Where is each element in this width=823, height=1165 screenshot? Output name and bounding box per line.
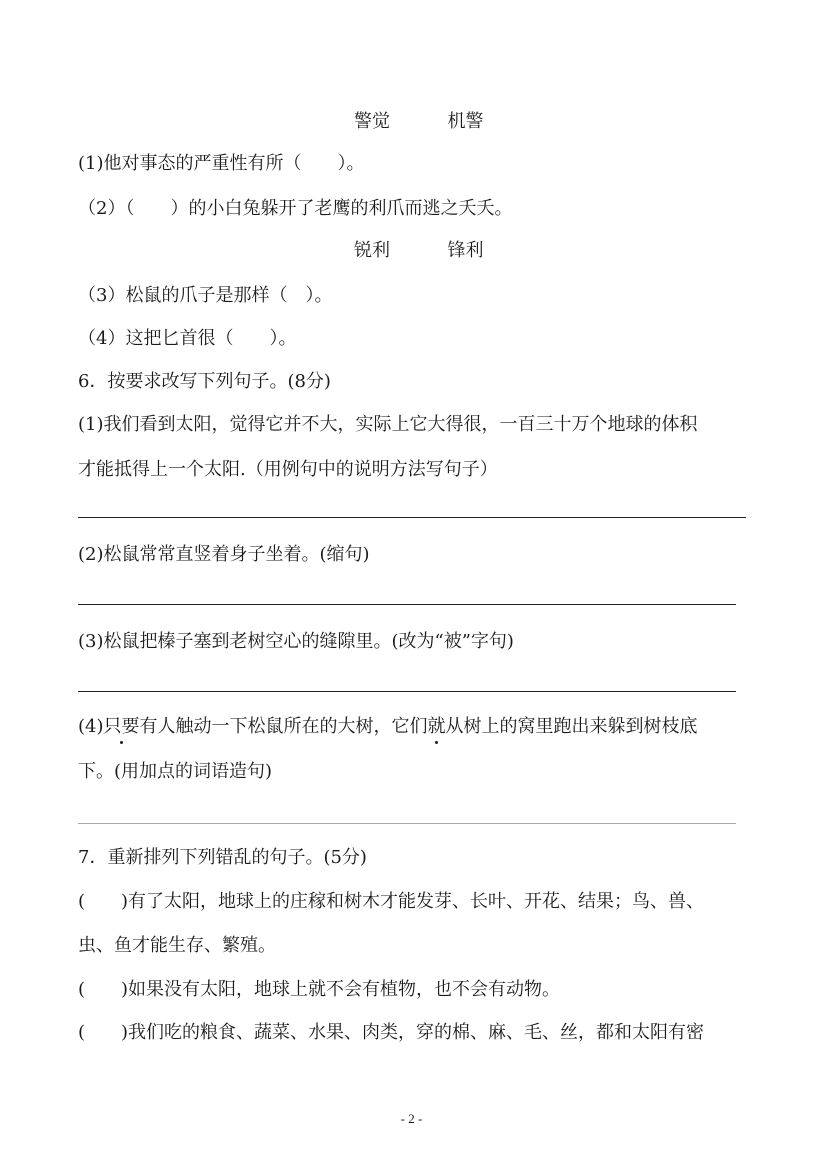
sentence-7-1-line2: 虫、鱼才能生存、繁殖。 [78,935,276,956]
question-6-3: (3)松鼠把榛子塞到老树空心的缝隙里。(改为“被”字句) [78,631,514,652]
word-fengli: 锋利 [447,240,484,261]
question-6-1-line1: (1)我们看到太阳，觉得它并不大，实际上它大得很，一百三十万个地球的体积 [78,414,698,435]
word-jingjue: 警觉 [354,111,390,132]
question-5-1: (1)他对事态的严重性有所（ ）。 [78,153,365,174]
question-6-1-line2: 才能抵得上一个太阳.（用例句中的说明方法写句子） [78,459,498,480]
answer-line-6-4 [78,823,736,824]
section-7-title: 7．重新排列下列错乱的句子。(5分) [78,847,367,868]
dotted-word-zhiyao: 只要 [103,716,140,737]
question-6-2: (2)松鼠常常直竖着身子坐着。(缩句) [78,544,370,565]
q4-rest: 从树上的窝里跑出来躲到树枝底 [445,716,698,737]
question-5-4: （4）这把匕首很（ ）。 [78,328,297,349]
q4-middle: 有人触动一下松鼠所在的大树，它们 [139,716,428,737]
sentence-7-3: ( )我们吃的粮食、蔬菜、水果、肉类，穿的棉、麻、毛、丝，都和太阳有密 [78,1022,705,1043]
word-pair-2 [354,239,483,263]
question-5-3: （3）松鼠的爪子是那样（ ）。 [78,285,333,306]
word-jijing: 机警 [447,111,484,132]
question-6-4-line2: 下。(用加点的词语造句) [78,761,273,782]
word-ruili: 锐利 [354,240,390,261]
answer-line-6-2 [78,604,736,605]
section-6-title: 6．按要求改写下列句子。(8分) [78,371,331,392]
question-6-4-line1 [78,715,698,739]
sentence-7-2: ( )如果没有太阳，地球上就不会有植物，也不会有动物。 [78,979,561,1000]
q4-prefix: (4) [78,716,104,737]
answer-line-6-3 [78,691,736,692]
sentence-7-1-line1: ( )有了太阳，地球上的庄稼和树木才能发芽、长叶、开花、结果；鸟、兽、 [78,891,705,912]
question-5-2: （2）（ ）的小白兔躲开了老鹰的利爪而逃之夭夭。 [78,198,513,219]
answer-line-6-1 [78,517,746,518]
page-number: - 2 - [400,1111,423,1126]
word-pair-1 [354,110,483,134]
dotted-word-jiu: 就 [427,716,446,737]
